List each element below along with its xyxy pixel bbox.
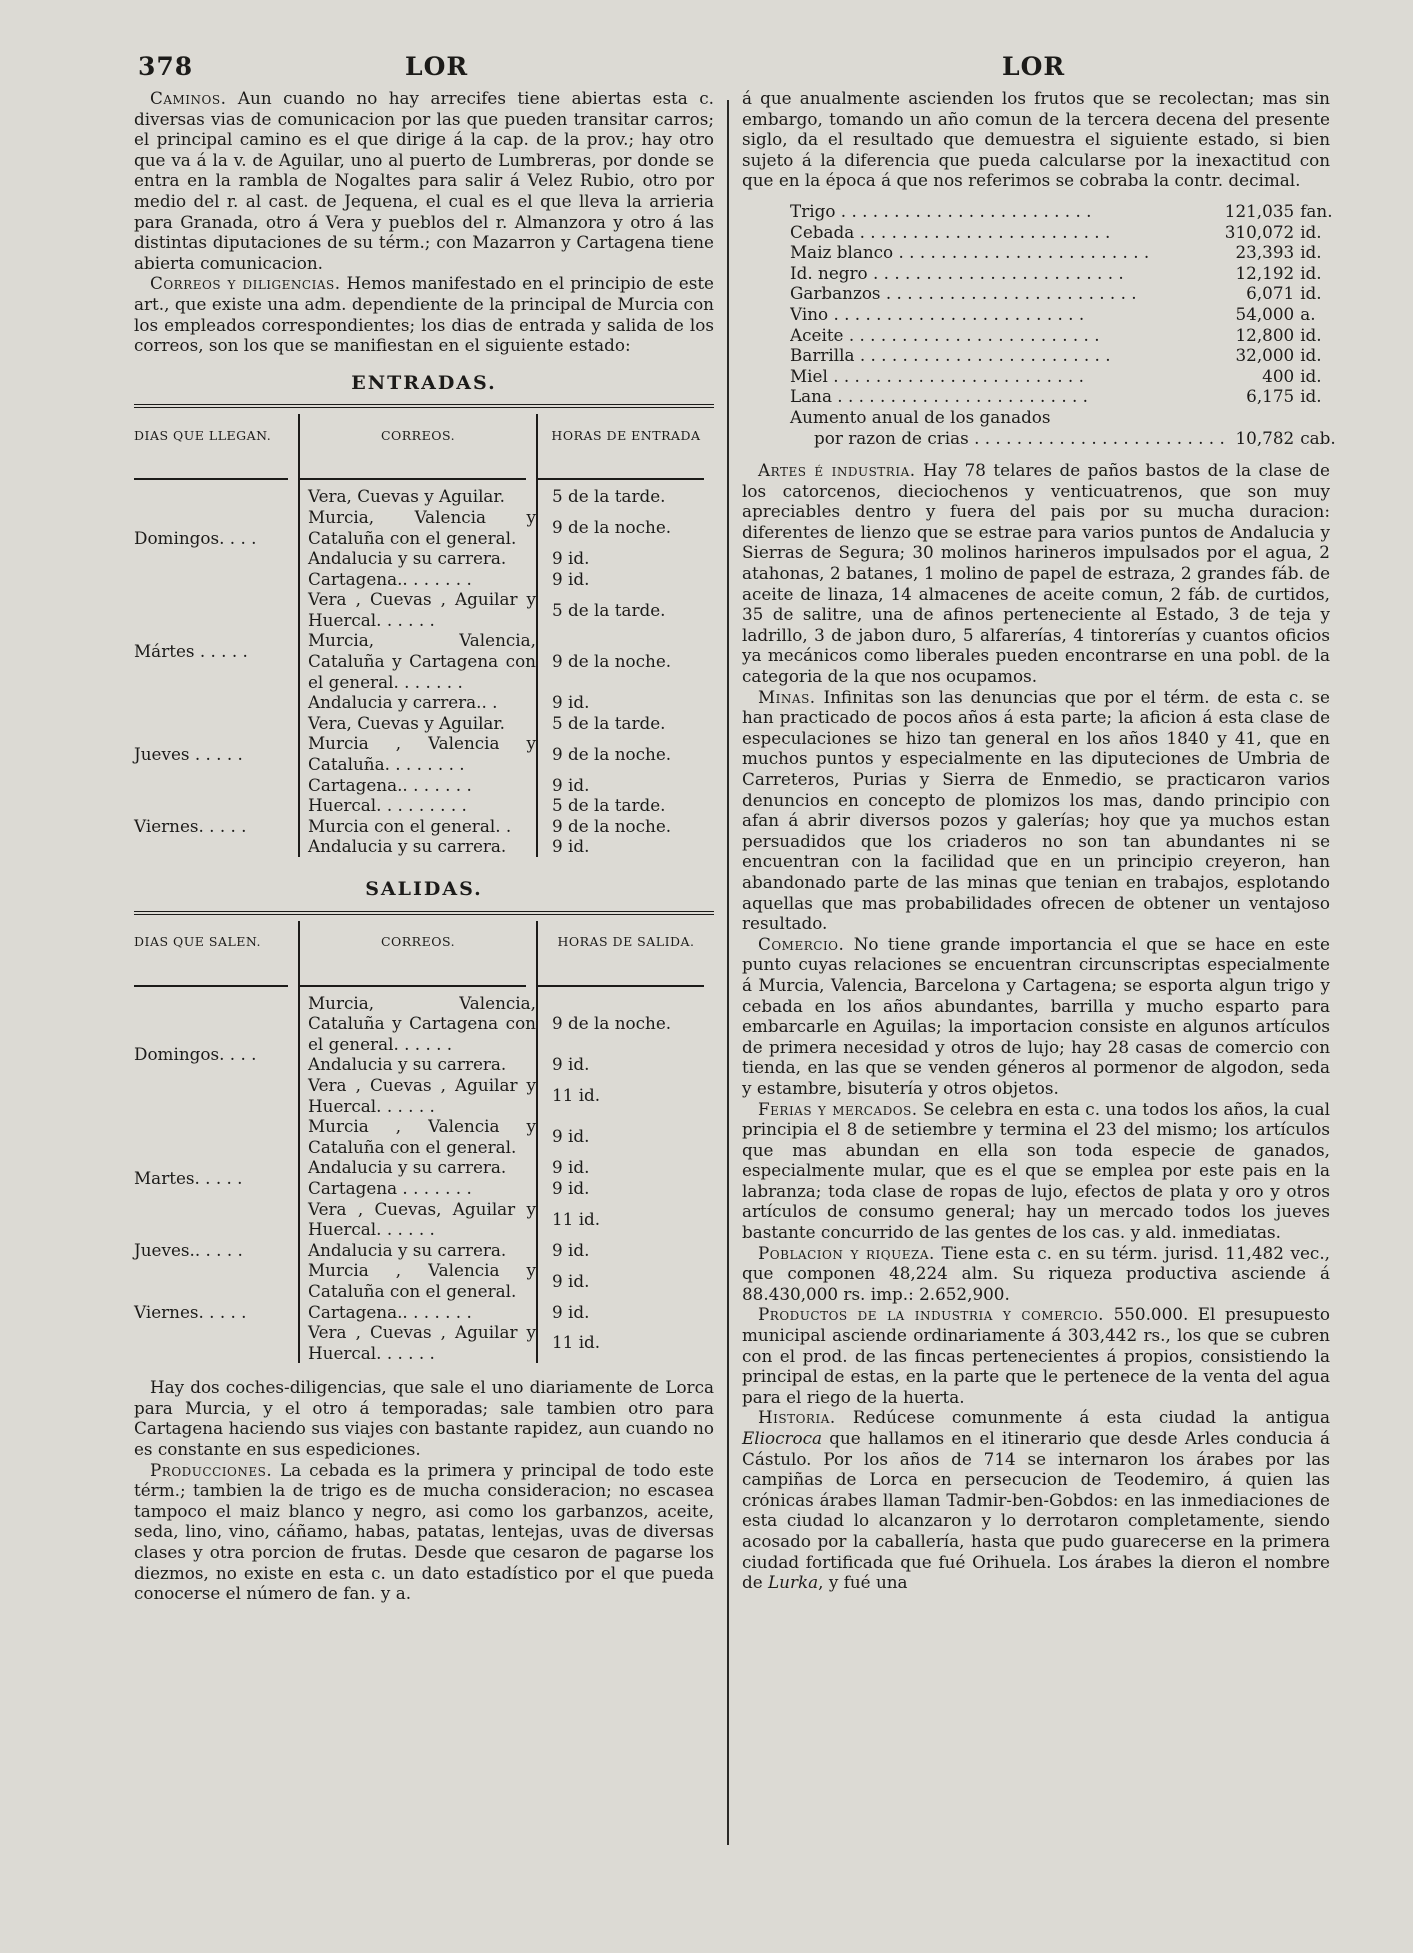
salidas-correo-cell: Murcia , Valencia y Cataluña con el general. <box>299 1116 537 1157</box>
entradas-correo-cell: Vera, Cuevas y Aguilar. <box>299 486 537 507</box>
salidas-correo-cell: Vera , Cuevas, Aguilar y Huercal. . . . . . <box>299 1199 537 1240</box>
producciones-paragraph <box>134 1460 714 1604</box>
entradas-hora-cell: 9 id. <box>537 692 714 713</box>
produce-value: 54,000 <box>1235 303 1295 324</box>
salidas-table <box>134 911 714 1364</box>
historia-italic-1: Eliocroca <box>742 1428 823 1448</box>
produce-row-last-1 <box>790 407 1336 428</box>
produce-unit: id. <box>1300 221 1322 242</box>
entradas-row <box>134 713 714 734</box>
produce-unit: id. <box>1300 262 1322 283</box>
salidas-correo-cell: Vera , Cuevas , Aguilar y Huercal. . . . . . <box>299 1322 537 1363</box>
minas-text: Infinitas son las denuncias que por el térm. de esta c. se han practicado de pocos años á esta parte; la aficion á esta clase de especulaciones se hizo tan general en los años 1840 y 41, que en muchos puntos y especialmente en las diputeciones de Umbria de Carreteros, Purias y Sierra de Enmedio, se practicaron varios denuncios en concepto de plomizos los mas, dando principio con afan á abrir diversos pozos y galerías; hoy que ya muchos estan persuadidos que los criaderos no son tan abundantes ni se encuentran con la facilidad que en un principio creyeron, han abandonado parte de las minas que tenian en trabajos, esplotando aquellas que mas probabilidades ofrecen de obtener un ventajoso resultado. <box>742 686 1330 934</box>
historia-italic-2: Lurka <box>768 1572 819 1593</box>
comercio-text: No tiene grande importancia el que se hace en este punto cuyas relaciones se encuentran circunscriptas especialmente á Murcia, Valencia, Barcelona y Cartagena; se esporta algun trigo y cebada en los años abundantes, barrilla y mucho esparto para embarcarle en Aguilas; la importacion consiste en algunos artículos de primera necesidad y otros de lujo; hay 28 casas de comercio con tienda, en las que se venden géneros al pormenor de algodon, seda y estambre, bisutería y otros objetos. <box>742 933 1330 1098</box>
salidas-hora-cell: 9 id. <box>537 1054 714 1075</box>
caminos-paragraph <box>134 88 714 273</box>
entradas-correo-cell: Murcia, Valencia y Cataluña con el general. <box>299 507 537 548</box>
produce-row <box>790 345 1336 366</box>
salidas-title: SALIDAS. <box>365 878 483 900</box>
historia-text-1: Redúcese comunmente á esta ciudad la antigua <box>852 1407 1330 1428</box>
entradas-hora-cell: 9 id. <box>537 548 714 569</box>
salidas-day-cell: Viernes. . . . . <box>134 1301 247 1322</box>
artes-lead: Artes é industria. <box>758 460 916 481</box>
salidas-hora-cell: 9 id. <box>537 1116 714 1157</box>
salidas-correo-cell: Andalucia y su carrera. <box>299 1240 537 1261</box>
produce-item: Id. negro . . . <box>790 263 1225 284</box>
produce-item: Aceite . . . <box>790 325 1225 346</box>
produce-unit: id. <box>1300 283 1322 304</box>
produce-last-unit: cab. <box>1300 427 1336 448</box>
produce-value: 6,175 <box>1246 386 1295 407</box>
salidas-row <box>134 1260 714 1301</box>
entradas-correo-cell: Murcia con el general. . <box>299 816 537 837</box>
produce-row <box>790 263 1336 284</box>
entradas-table <box>134 404 714 857</box>
entradas-title: ENTRADAS. <box>351 371 497 394</box>
entradas-hora-cell: 9 de la noche. <box>537 816 714 837</box>
produce-value: 32,000 <box>1235 345 1295 366</box>
produce-value: 6,071 <box>1246 283 1295 304</box>
correos-text: Hemos manifestado en el principio de este art., que existe una adm. dependiente de la principal de Murcia con los empleados correspondientes; los dias de entrada y salida de los correos, son los que se manifiestan en el siguiente estado: <box>134 273 714 356</box>
salidas-correo-cell: Cartagena . . . . . . . <box>299 1178 537 1199</box>
produce-item: Trigo . . . <box>790 201 1225 222</box>
diligencias-paragraph: Hay dos coches-diligencias, que sale el uno diariamente de Lorca para Murcia, y el otro á temporadas; sale tambien otro para Cartagena haciendo sus viajes con bastante rapidez, aun cuando no es constante en sus espediciones. <box>134 1377 714 1460</box>
frutos-paragraph: á que anualmente ascienden los frutos que se recolectan; mas sin embargo, tomando un año comun de la tercera decena del presente siglo, da el resultado que demuestra el siguiente estado, si bien sujeto á la diferencia que pueda calcularse por la inexactitud con que en la época á que nos referimos se cobraba la contr. decimal. <box>742 88 1330 191</box>
produce-item: Barrilla . . . <box>790 345 1225 366</box>
column-divider <box>727 100 729 1845</box>
entradas-correo-cell: Murcia, Valencia, Cataluña y Cartagena con el general. . . . . . . <box>299 630 537 692</box>
producciones-text: La cebada es la primera y principal de todo este térm.; tambien la de trigo es de mucha consideracion; no escasea tampoco el maiz blanco y negro, asi como los garbanzos, aceite, seda, lino, vino, cáñamo, habas, patatas, lentejas, uvas de diversas clases y otra porcion de frutas. Desde que cesaron de pagarse los diezmos, no existe en esta c. un dato estadístico por el que pueda conocerse el número de fan. y a. <box>134 1459 714 1604</box>
produce-unit: id. <box>1300 386 1322 407</box>
entradas-day-cell: Viernes. . . . . <box>134 815 247 836</box>
entradas-hora-cell: 9 id. <box>537 569 714 590</box>
entradas-hora-cell: 9 de la noche. <box>537 507 714 548</box>
entradas-hora-cell: 9 de la noche. <box>537 630 714 692</box>
ferias-text: Se celebra en esta c. una todos los años, la cual principia el 8 de setiembre y termina el 23 del mismo; los artículos que mas abundan en ella son toda especie de ganados, especialmente mular, que es el que se emplea por este pais en la labranza; toda clase de ropas de lujo, efectos de plata y oro y otros artículos de consumo general; hay un mercado todos los jueves bastante concurrido de las gentes de los cas. y ald. inmediatas. <box>742 1098 1330 1243</box>
artes-paragraph <box>742 460 1330 687</box>
minas-paragraph <box>742 687 1330 934</box>
caminos-text: Aun cuando no hay arrecifes tiene abiertas esta c. diversas vias de comunicacion por las que pueden transitar carros; el principal camino es el que dirige á la cap. de la prov.; hay otro que va á la v. de Aguilar, uno al puerto de Lumbreras, por donde se entra en la rambla de Nogaltes para salir á Velez Rubio, otro por medio del r. al cast. de Jequena, el cual es el que lleva la arrieria para Granada, otro á Vera y pueblos del r. Almanzora y otro á las distintas diputaciones de su térm.; con Mazarron y Cartagena tiene abierta comunicacion. <box>134 88 714 273</box>
entradas-correo-cell: Cartagena.. . . . . . . <box>299 775 537 796</box>
entradas-correo-cell: Vera , Cuevas , Aguilar y Huercal. . . . . . <box>299 589 537 630</box>
salidas-correo-cell: Andalucia y su carrera. <box>299 1054 537 1075</box>
produce-row <box>790 325 1336 346</box>
salidas-hora-cell: 9 id. <box>537 1178 714 1199</box>
salidas-col-days: DIAS QUE SALEN. <box>134 934 262 950</box>
left-column <box>134 88 714 1604</box>
caminos-lead: Caminos. <box>150 88 227 108</box>
salidas-correo-cell: Cartagena.. . . . . . . <box>299 1302 537 1323</box>
ferias-lead: Ferias y mercados. <box>758 1098 918 1119</box>
poblacion-text: Tiene esta c. en su térm. jurisd. 11,482 vec., que componen 48,224 alm. Su riqueza productiva asciende á 88.430,000 rs. imp.: 2.652,900. <box>742 1242 1330 1304</box>
entradas-correo-cell: Andalucia y carrera.. . <box>299 692 537 713</box>
productos-paragraph <box>742 1304 1330 1407</box>
salidas-row <box>134 993 714 1055</box>
salidas-correo-cell: Murcia , Valencia y Cataluña con el general. <box>299 1260 537 1301</box>
historia-text-3: , y fué una <box>818 1572 908 1593</box>
right-running-head: LOR <box>1002 52 1066 81</box>
salidas-hora-cell: 9 id. <box>537 1260 714 1301</box>
produce-row <box>790 366 1336 387</box>
minas-lead: Minas. <box>758 686 816 707</box>
entradas-row <box>134 795 714 816</box>
entradas-row <box>134 486 714 507</box>
entradas-row <box>134 589 714 630</box>
salidas-hora-cell: 11 id. <box>537 1322 714 1363</box>
entradas-correo-cell: Vera, Cuevas y Aguilar. <box>299 713 537 734</box>
produce-item: Garbanzos . . . <box>790 283 1225 304</box>
entradas-day-cell: Mártes . . . . . <box>134 640 248 661</box>
produce-value: 400 <box>1262 365 1295 386</box>
produce-unit: id. <box>1300 345 1322 366</box>
entradas-col-days: DIAS QUE LLEGAN. <box>134 428 272 444</box>
produce-unit: id. <box>1300 365 1322 386</box>
produce-item: Vino . . . <box>790 304 1225 325</box>
correos-lead: Correos y diligencias. <box>150 273 341 294</box>
entradas-hora-cell: 5 de la tarde. <box>537 486 714 507</box>
entradas-hora-cell: 5 de la tarde. <box>537 713 714 734</box>
entradas-hora-cell: 5 de la tarde. <box>537 589 714 630</box>
salidas-correo-cell: Vera , Cuevas , Aguilar y Huercal. . . . . . <box>299 1075 537 1116</box>
produce-last-label-2: por razon de crias . . . <box>790 428 1225 449</box>
producciones-lead: Producciones. <box>150 1459 273 1480</box>
salidas-day-cell: Martes. . . . . <box>134 1167 243 1188</box>
salidas-day-cell: Domingos. . . . <box>134 1044 257 1065</box>
produce-item: Maiz blanco . . . <box>790 242 1225 263</box>
produce-unit: a. <box>1300 303 1316 324</box>
produce-value: 121,035 <box>1224 200 1295 221</box>
produce-last-label: Aumento anual de los ganados <box>790 406 1051 427</box>
salidas-col-horas: HORAS DE SALIDA. <box>537 921 714 965</box>
comercio-lead: Comercio. <box>758 933 845 954</box>
produce-unit: fan. <box>1300 200 1333 221</box>
produce-row <box>790 242 1336 263</box>
salidas-hora-cell: 9 id. <box>537 1240 714 1261</box>
produce-row <box>790 386 1336 407</box>
historia-paragraph <box>742 1407 1330 1592</box>
entradas-hora-cell: 9 id. <box>537 836 714 857</box>
artes-text: Hay 78 telares de paños bastos de la clase de los catorcenos, dieciochenos y venticuatrenos, que son muy apreciables dentro y fuera del pais por su mucha duracion: diferentes de lienzo que se estrae para varios puntos de Andalucia y Sierras de Segura; 30 molinos harineros impulsados por el agua, 2 atahonas, 2 batanes, 1 molino de papel de estraza, 2 grandes fáb. de aceite de linaza, 14 almacenes de aceite comun, 2 fáb. de curtidos, 35 de salitre, una de afinos perteneciente al Estado, 3 de teja y ladrillo, 3 de jabon duro, 5 alfarerías, 4 tintorerías y cuantos oficios ya mecánicos como liberales pueden encontrarse en una pobl. de la categoria de la que nos ocupamos. <box>742 460 1330 687</box>
salidas-hora-cell: 11 id. <box>537 1075 714 1116</box>
right-column <box>742 88 1336 1593</box>
historia-text-2: que hallamos en el itinerario que desde Arles conducia á Cástulo. Por los años de 714 se internaron los árabes por las campiñas de Lorca en persecucion de Teodemiro, á quien las crónicas árabes llaman Tadmir-ben-Gobdos: en las inmediaciones de esta ciudad lo alcanzaron y lo derrotaron completamente, siendo acosado por la caballería, hasta que pudo guarecerse en la primera ciudad fortificada que fué Orihuela. Los árabes la dieron el nombre de <box>742 1428 1330 1593</box>
salidas-row <box>134 1116 714 1157</box>
entradas-correo-cell: Huercal. . . . . . . . . <box>299 795 537 816</box>
productos-lead: Productos de la industria y comercio. <box>758 1304 1105 1325</box>
salidas-row <box>134 1240 714 1261</box>
salidas-col-correos: CORREOS. <box>299 921 537 965</box>
correos-paragraph <box>134 273 714 355</box>
produce-row <box>790 283 1336 304</box>
salidas-hora-cell: 11 id. <box>537 1199 714 1240</box>
comercio-paragraph <box>742 934 1330 1099</box>
historia-lead: Historia. <box>758 1407 836 1428</box>
produce-item: Lana . . . <box>790 386 1225 407</box>
produce-row-last-2 <box>790 428 1336 449</box>
poblacion-paragraph <box>742 1243 1330 1305</box>
entradas-hora-cell: 9 de la noche. <box>537 733 714 774</box>
entradas-col-horas: HORAS DE ENTRADA <box>537 414 714 458</box>
entradas-correo-cell: Cartagena.. . . . . . . <box>299 569 537 590</box>
produce-item: Cebada . . . <box>790 222 1225 243</box>
entradas-col-correos: CORREOS. <box>299 414 537 458</box>
produce-row <box>790 222 1336 243</box>
salidas-day-cell: Jueves.. . . . . <box>134 1239 243 1260</box>
entradas-day-cell: Domingos. . . . <box>134 527 257 548</box>
produce-last-value: 10,782 <box>1235 427 1295 448</box>
left-running-head: LOR <box>405 52 469 81</box>
salidas-hora-cell: 9 de la noche. <box>537 993 714 1055</box>
entradas-correo-cell: Andalucia y su carrera. <box>299 836 537 857</box>
salidas-correo-cell: Andalucia y su carrera. <box>299 1157 537 1178</box>
produce-unit: id. <box>1300 242 1322 263</box>
ferias-paragraph <box>742 1099 1330 1243</box>
salidas-correo-cell: Murcia, Valencia, Cataluña y Cartagena con el general. . . . . . <box>299 993 537 1055</box>
salidas-hora-cell: 9 id. <box>537 1302 714 1323</box>
produce-table <box>790 201 1336 448</box>
entradas-hora-cell: 5 de la tarde. <box>537 795 714 816</box>
entradas-hora-cell: 9 id. <box>537 775 714 796</box>
produce-value: 12,800 <box>1235 324 1295 345</box>
produce-unit: id. <box>1300 324 1322 345</box>
produce-row <box>790 304 1336 325</box>
produce-row <box>790 201 1336 222</box>
produce-value: 12,192 <box>1235 262 1295 283</box>
produce-item: Miel . . . <box>790 366 1225 387</box>
page-number: 378 <box>138 52 194 81</box>
entradas-correo-cell: Murcia , Valencia y Cataluña. . . . . . . . <box>299 733 537 774</box>
entradas-correo-cell: Andalucia y su carrera. <box>299 548 537 569</box>
poblacion-lead: Poblacion y riqueza. <box>758 1242 935 1263</box>
productos-text: 550.000. El presupuesto municipal asciende ordinariamente á 303,442 rs., los que se cubren con el prod. de las fincas pertenecientes á propios, consistiendo la principal de estas, en la parte que le pertenece de la venta del agua para el riego de la huerta. <box>742 1304 1331 1407</box>
produce-value: 23,393 <box>1235 242 1295 263</box>
salidas-hora-cell: 9 id. <box>537 1157 714 1178</box>
entradas-day-cell: Jueves . . . . . <box>134 743 243 764</box>
produce-value: 310,072 <box>1224 221 1295 242</box>
